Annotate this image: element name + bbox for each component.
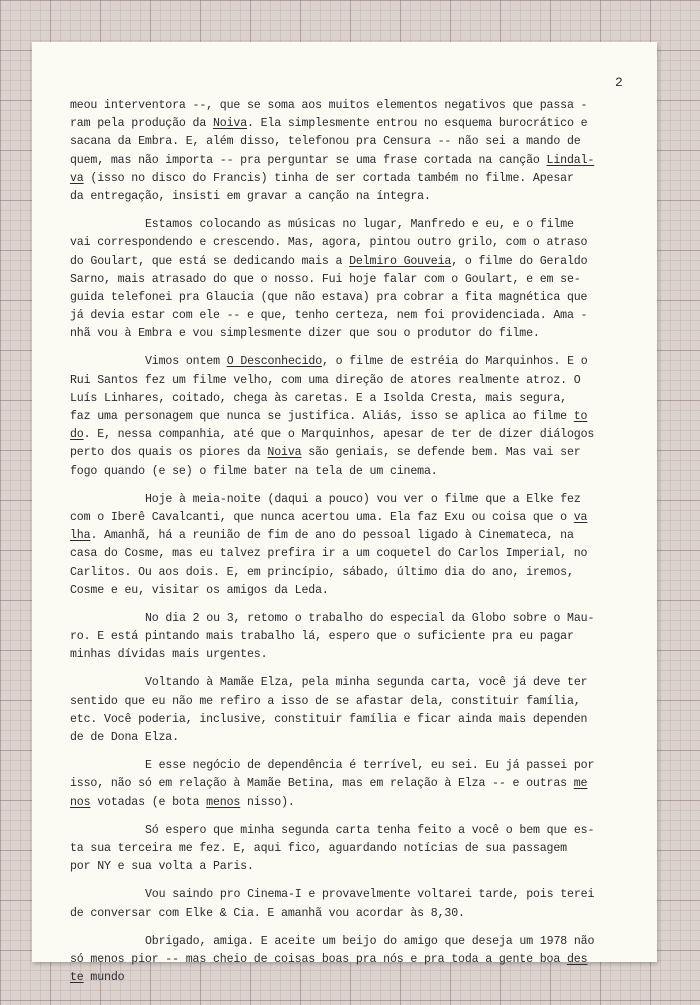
text-line	[70, 234, 645, 252]
underlined-title: Noiva	[212, 117, 248, 131]
text-segment: do Goulart, que está se dedicando mais a	[70, 254, 350, 268]
text-segment: Rui Santos fez um filme velho, com uma direção de atores realmente atroz. O	[70, 373, 581, 387]
text-line	[70, 271, 645, 289]
text-segment: E esse negócio de dependência é terrível, eu sei. Eu já passei por	[145, 759, 595, 773]
text-segment: Estamos colocando as músicas no lugar, Manfredo e eu, e o filme	[145, 218, 574, 232]
paragraph	[70, 97, 645, 206]
underlined-title: menos	[206, 795, 241, 809]
underlined-title: Noiva	[267, 446, 302, 460]
text-segment: ro. E está pintando mais trabalho lá, espero que o suficiente pra eu pagar	[70, 630, 574, 644]
underlined-title: O Desconhecido	[226, 355, 323, 369]
text-line	[70, 858, 645, 876]
text-line	[70, 757, 645, 775]
text-segment: etc. Você poderia, inclusive, constituir família e ficar ainda mais dependen	[70, 712, 588, 726]
text-segment: nhã vou à Embra e vou simplesmente dizer que sou o produtor do filme.	[70, 327, 540, 341]
underlined-title: lha	[70, 529, 91, 543]
text-segment: Voltando à Mamãe Elza, pela minha segunda carta, você já deve ter	[145, 676, 588, 690]
text-line	[70, 133, 645, 151]
text-segment: de conversar com Elke & Cia. E amanhã vou acordar às 8,30.	[70, 906, 465, 920]
text-segment: Luís Linhares, coitado, chega às caretas. E a Isolda Cresta, mais segura,	[70, 391, 567, 405]
text-line	[70, 289, 645, 307]
text-segment: da entregação, insisti em gravar a canção na íntegra.	[70, 189, 431, 203]
text-line	[70, 969, 645, 987]
text-line	[70, 491, 645, 509]
text-segment: Carlitos. Ou aos dois. E, em princípio, sábado, último dia do ano, iremos,	[70, 565, 574, 579]
paragraph	[70, 353, 645, 480]
text-line	[70, 390, 645, 408]
text-segment: faz uma personagem que nunca se justifica. Aliás, isso se aplica ao filme	[70, 410, 574, 423]
text-segment: já devia estar com ele -- e que, tenho certeza, nem foi providenciada. Ama -	[70, 309, 588, 323]
text-line	[70, 610, 645, 628]
paragraph	[70, 822, 645, 877]
text-segment: , o filme do Geraldo	[451, 254, 588, 268]
text-segment: casa do Cosme, mas eu talvez prefira ir a um coquetel do Carlos Imperial, no	[70, 547, 588, 561]
text-line	[70, 711, 645, 729]
paragraph	[70, 216, 645, 343]
text-segment: Sarno, mais atrasado do que o nosso. Fui hoje falar com o Goulart, e em se-	[70, 272, 581, 286]
paragraph	[70, 610, 645, 665]
text-segment: sentido que eu não me refiro a isso de se afastar dela, constituir família,	[70, 694, 581, 708]
text-segment: mundo	[83, 971, 125, 985]
text-segment: meou interventora --, que se soma aos muitos elementos negativos que passa -	[70, 99, 588, 112]
text-line	[70, 886, 645, 904]
text-segment: . Amanhã, há a reunião de fim de ano do pessoal ligado à Cinemateca, na	[90, 529, 574, 543]
text-segment: perto dos quais os piores da	[70, 446, 268, 460]
text-line	[70, 905, 645, 923]
text-segment: (isso no disco do Francis) tinha de ser cortada também no filme. Apesar	[83, 171, 574, 185]
text-line	[70, 951, 645, 969]
underlined-title: des	[566, 952, 588, 966]
text-line	[70, 115, 645, 133]
text-segment: nisso).	[240, 795, 295, 809]
paragraph	[70, 933, 645, 988]
text-segment: Só espero que minha segunda carta tenha feito a você o bem que es-	[145, 823, 595, 837]
underlined-title: do	[70, 428, 84, 442]
text-line	[70, 152, 645, 170]
text-line	[70, 253, 645, 271]
text-line	[70, 408, 645, 426]
text-segment: de de Dona Elza.	[70, 731, 179, 744]
text-line	[70, 582, 645, 600]
text-line	[70, 775, 645, 793]
underlined-title: to	[573, 410, 588, 423]
text-line	[70, 646, 645, 664]
text-line	[70, 933, 645, 951]
text-line	[70, 426, 645, 444]
text-line	[70, 97, 645, 115]
text-segment: sacana da Embra. E, além disso, telefonou pra Censura -- não sei a mando de	[70, 135, 581, 149]
underlined-title: va	[573, 510, 588, 524]
underlined-title: me	[573, 777, 588, 791]
text-segment: com o Iberê Cavalcanti, que nunca acertou uma. Ela faz Exu ou coisa que o	[70, 510, 574, 524]
underlined-title: Delmiro Gouveia	[349, 254, 452, 268]
text-segment: Cosme e eu, visitar os amigos da Leda.	[70, 583, 329, 597]
page-number: 2	[615, 75, 623, 90]
text-segment: Hoje à meia-noite (daqui a pouco) vou ver o filme que a Elke fez	[145, 492, 581, 506]
text-segment: por NY e sua volta a Paris.	[70, 860, 254, 874]
text-segment: votadas (e bota	[90, 795, 207, 809]
text-segment: só menos pior -- mas cheio de coisas boas pra nós e pra toda a gente boa	[70, 952, 567, 966]
text-segment: Vou saindo pro Cinema-I e provavelmente voltarei tarde, pois terei	[145, 888, 595, 902]
paragraph	[70, 757, 645, 812]
text-line	[70, 794, 645, 812]
text-segment: . Ela simplesmente entrou no esquema burocrático e	[247, 117, 588, 131]
text-line	[70, 545, 645, 563]
text-line	[70, 729, 645, 747]
text-line	[70, 509, 645, 527]
text-line	[70, 216, 645, 234]
text-line	[70, 170, 645, 188]
paragraph	[70, 491, 645, 600]
text-line	[70, 325, 645, 343]
text-segment: Vimos ontem	[145, 355, 227, 369]
text-segment: minhas dívidas mais urgentes.	[70, 648, 268, 662]
text-line	[70, 444, 645, 462]
text-line	[70, 463, 645, 481]
underlined-title: te	[70, 971, 84, 985]
text-line	[70, 693, 645, 711]
text-segment: No dia 2 ou 3, retomo o trabalho do especial da Globo sobre o Mau-	[145, 611, 595, 625]
text-segment: são geniais, se defende bem. Mas vai ser	[301, 446, 581, 460]
text-line	[70, 822, 645, 840]
text-line	[70, 353, 645, 371]
underlined-title: nos	[70, 795, 91, 809]
text-segment: fogo quando (e se) o filme bater na tela de um cinema.	[70, 464, 438, 478]
paragraph	[70, 674, 645, 747]
text-line	[70, 188, 645, 206]
text-segment: ta sua terceira me fez. E, aqui fico, aguardando notícias de sua passagem	[70, 841, 567, 855]
text-segment: ram pela produção da	[70, 117, 213, 131]
text-line	[70, 840, 645, 858]
text-segment: Obrigado, amiga. E aceite um beijo do amigo que deseja um 1978 não	[145, 934, 595, 948]
text-segment: vai correspondendo e crescendo. Mas, agora, pintou outro grilo, com o atraso	[70, 236, 588, 250]
text-line	[70, 527, 645, 545]
text-line	[70, 674, 645, 692]
text-segment: guida telefonei pra Glaucia (que não estava) pra cobrar a fita magnética que	[70, 290, 588, 304]
text-segment: . E, nessa companhia, até que o Marquinhos, apesar de ter de dizer diálogos	[83, 428, 595, 442]
text-line	[70, 564, 645, 582]
text-segment: , o filme de estréia do Marquinhos. E o	[322, 355, 588, 369]
text-line	[70, 307, 645, 325]
underlined-title: Lindal-	[546, 153, 595, 167]
letter-body	[70, 97, 645, 997]
text-line	[70, 372, 645, 390]
underlined-title: va	[70, 171, 84, 185]
text-segment: isso, não só em relação à Mamãe Betina, mas em relação à Elza -- e outras	[70, 777, 574, 791]
paragraph	[70, 886, 645, 922]
text-line	[70, 628, 645, 646]
text-segment: quem, mas não importa -- pra perguntar se uma frase cortada na canção	[70, 153, 547, 167]
